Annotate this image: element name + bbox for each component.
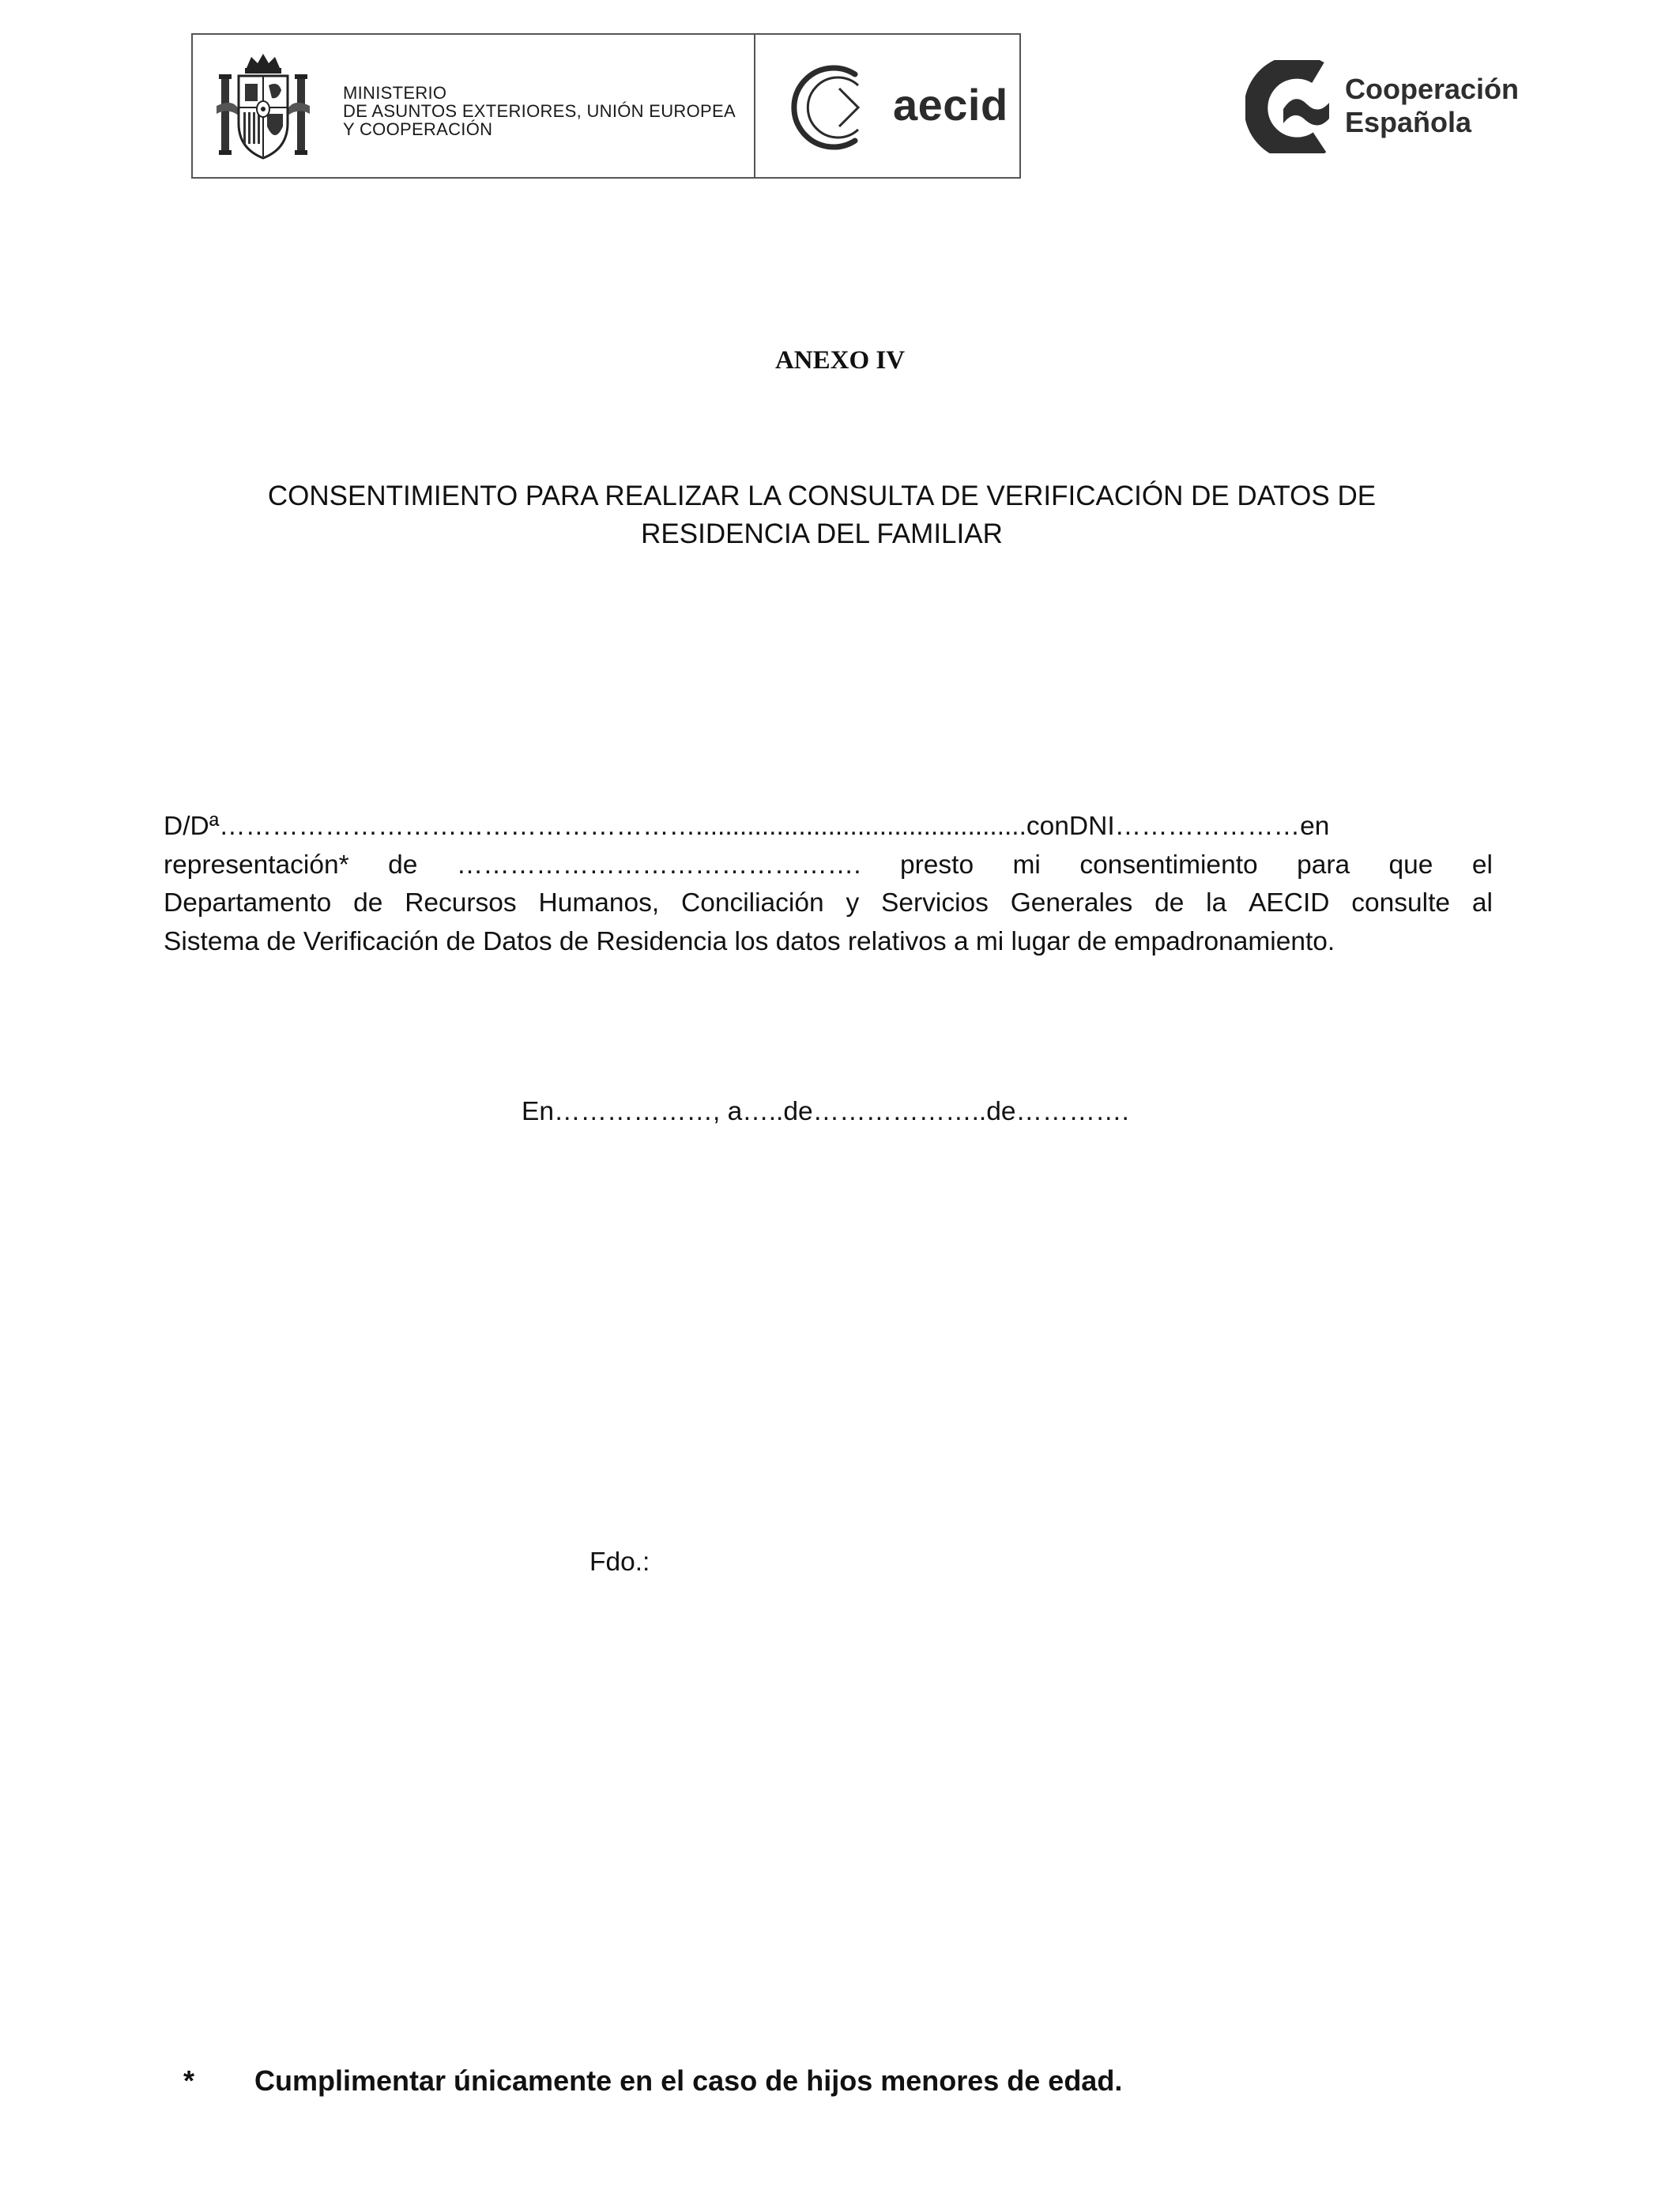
signature-label: Fdo.: [590, 1547, 650, 1577]
aecid-wordmark: aecid [893, 80, 1008, 130]
paragraph-word: Departamento [164, 888, 332, 918]
paragraph-word: D/Dª……………………………………………….............................................conDNI…………………en [164, 812, 1330, 841]
paragraph-word: de [388, 850, 418, 880]
document-title-line-1: CONSENTIMIENTO PARA REALIZAR LA CONSULTA DE VERIFICACIÓN DE DATOS DE [267, 481, 1377, 511]
paragraph-word: el [1471, 850, 1493, 880]
cooperacion-line-2: Española [1345, 106, 1472, 138]
cooperacion-espanola-wordmark [1345, 73, 1519, 139]
paragraph-word: consulte [1351, 888, 1451, 918]
paragraph-line-1 [164, 808, 1493, 846]
paragraph-line-2 [164, 846, 1493, 885]
paragraph-word: al [1471, 888, 1493, 918]
paragraph-word: Generales [1010, 888, 1133, 918]
paragraph-word: de [353, 888, 383, 918]
paragraph-word: la [1206, 888, 1227, 918]
cooperacion-espanola-symbol-icon [1245, 60, 1332, 153]
logo-divider [754, 35, 755, 177]
paragraph-word: para [1297, 850, 1350, 880]
ministry-line-3: Y COOPERACIÓN [343, 119, 493, 139]
coat-of-arms-icon [217, 51, 310, 163]
aecid-symbol-icon [787, 57, 882, 158]
consent-paragraph [164, 808, 1493, 961]
paragraph-word: que [1388, 850, 1433, 880]
footnote-asterisk: * [183, 2064, 195, 2097]
document-title [158, 477, 1486, 553]
paragraph-word: Recursos [405, 888, 517, 918]
ministry-aecid-logo-box [191, 33, 1021, 179]
paragraph-word: de [1155, 888, 1185, 918]
annex-title: ANEXO IV [774, 346, 906, 375]
paragraph-word: Servicios [881, 888, 989, 918]
paragraph-word: y [846, 888, 860, 918]
date-place-line: En………………, a…..de………………..de…………. [522, 1097, 1129, 1126]
paragraph-word: representación* [164, 850, 349, 880]
ministry-name [343, 84, 736, 138]
cooperacion-line-1: Cooperación [1345, 73, 1520, 105]
paragraph-word: AECID [1249, 888, 1330, 918]
paragraph-line-3 [164, 884, 1493, 923]
paragraph-word: mi [1012, 850, 1041, 880]
ministry-line-2: DE ASUNTOS EXTERIORES, UNIÓN EUROPEA [343, 101, 736, 121]
ministry-line-1: MINISTERIO [343, 83, 447, 103]
paragraph-word: ………………………………………. [456, 850, 861, 880]
paragraph-word: consentimiento [1079, 850, 1258, 880]
paragraph-line-4: Sistema de Verificación de Datos de Residencia los datos relativos a mi lugar de empadronamiento. [164, 926, 1335, 956]
paragraph-word: Humanos, [538, 888, 660, 918]
document-title-line-2: RESIDENCIA DEL FAMILIAR [641, 518, 1003, 549]
footnote-text: Cumplimentar únicamente en el caso de hijos menores de edad. [254, 2064, 1123, 2097]
paragraph-word: Conciliación [681, 888, 824, 918]
paragraph-word: presto [900, 850, 974, 880]
